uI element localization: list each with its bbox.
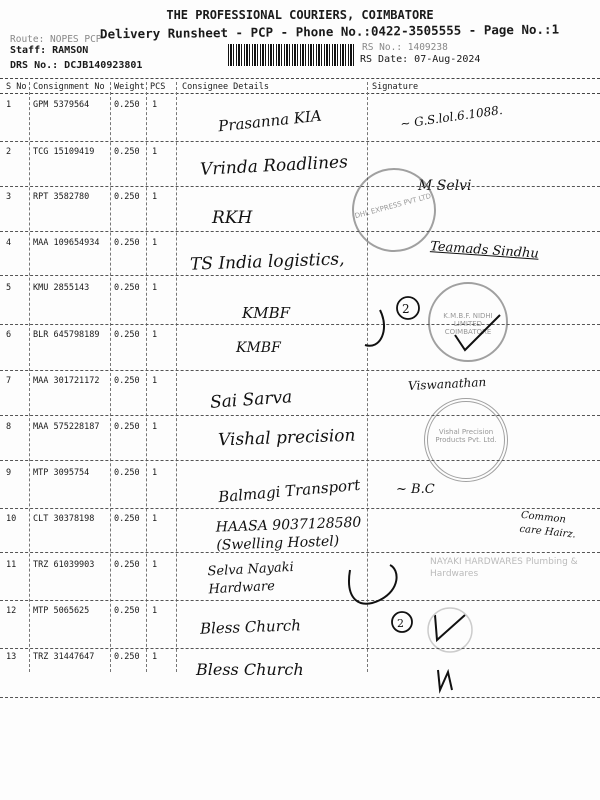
row-weight: 0.250 [114,422,140,432]
row-weight: 0.250 [114,330,140,340]
rs-date: RS Date: 07-Aug-2024 [360,54,481,65]
col-divider [29,82,30,672]
row-consignment: MAA 575228187 [33,422,100,432]
row-pcs: 1 [152,468,158,478]
consignee-handwriting: KMBF [236,340,281,356]
row-consignment: CLT 30378198 [33,514,95,524]
row-pcs: 1 [152,238,158,248]
row-weight: 0.250 [114,606,140,616]
vishal-stamp-text: Vishal Precision Products Pvt. Ltd. [435,428,497,444]
row-rule [0,508,600,509]
row-pcs: 1 [152,100,158,110]
row-sno: 13 [6,652,17,662]
row-sno: 11 [6,560,17,570]
row-consignment: GPM 5379564 [33,100,90,110]
row-consignment: MAA 301721172 [33,376,100,386]
header-bottom-rule [0,93,600,94]
consignee-handwriting: Selva Nayaki Hardware [207,559,295,598]
row-sno: 8 [6,422,12,432]
col-divider [110,82,111,672]
col-divider [146,82,147,672]
rs-number: RS No.: 1409238 [362,42,448,53]
col-signature: Signature [372,82,419,92]
row-pcs: 1 [152,330,158,340]
row-rule [0,370,600,371]
consignee-handwriting: Vishal precision [217,425,356,451]
row-rule [0,460,600,461]
row-pcs: 1 [152,147,158,157]
header-top-rule [0,78,600,79]
row-rule [0,648,600,649]
col-weight: Weight [114,82,145,92]
row-consignment: MTP 3095754 [33,468,90,478]
col-divider [176,82,177,672]
row-weight: 0.250 [114,514,140,524]
consignee-handwriting: Bless Church [196,660,304,679]
row-sno: 10 [6,514,17,524]
route-label: Route: NOPES PCP [10,34,102,45]
row-consignment: BLR 645798189 [33,330,100,340]
row-pcs: 1 [152,514,158,524]
row-sno: 6 [6,330,12,340]
row-weight: 0.250 [114,652,140,662]
company-title: THE PROFESSIONAL COURIERS, COIMBATORE [166,8,434,22]
row-weight: 0.250 [114,238,140,248]
vishal-stamp [424,398,508,482]
consignee-handwriting: Sai Sarva [209,387,293,413]
row-sno: 9 [6,468,12,478]
row-rule [0,415,600,416]
row-rule [0,231,600,232]
row-sno: 12 [6,606,17,616]
consignee-handwriting: Balmagi Transport [217,475,361,507]
signature-handwriting: ~ G.S.lol.6.1088. [399,102,504,132]
row-rule [0,324,600,325]
signature-mark [360,290,510,370]
col-consignee: Consignee Details [182,82,269,92]
row-weight: 0.250 [114,560,140,570]
row-rule [0,186,600,187]
runsheet-subtitle: Delivery Runsheet - PCP - Phone No.:0422-3505555 - Page No.:1 [99,21,560,42]
row-sno: 3 [6,192,12,202]
consignee-handwriting: Bless Church [199,616,302,638]
signature-handwriting: Teamads Sindhu [429,239,540,262]
consignee-handwriting: Prasanna KIA [217,106,323,136]
row-rule [0,697,600,698]
consignee-handwriting: Vrinda Roadlines [199,152,349,180]
row-rule [0,275,600,276]
row-rule [0,141,600,142]
row-rule [0,552,600,553]
row-pcs: 1 [152,422,158,432]
consignee-handwriting: RKH [212,208,253,228]
barcode [228,44,354,66]
dhl-stamp-text: DHL EXPRESS PVT LTD [353,192,433,221]
row-sno: 1 [6,100,12,110]
row-weight: 0.250 [114,376,140,386]
row-sno: 4 [6,238,12,248]
kmbf-stamp-text: K.M.B.F. NIDHI LIMITED COIMBATORE [443,312,493,336]
signature-handwriting: ~ B.C [396,482,435,497]
col-consignment: Consignment No [33,82,105,92]
row-consignment: MAA 109654934 [33,238,100,248]
row-pcs: 1 [152,192,158,202]
consignee-handwriting: KMBF [242,304,290,322]
svg-text:2: 2 [402,302,410,316]
row-consignment: TCG 15109419 [33,147,95,157]
row-weight: 0.250 [114,192,140,202]
row-sno: 2 [6,147,12,157]
signature-mark [340,560,600,700]
consignee-handwriting: HAASA 9037128580 (Swelling Hostel) [215,514,362,554]
staff-label: Staff: RAMSON [10,45,89,56]
signature-handwriting: M Selvi [418,178,472,194]
row-pcs: 1 [152,652,158,662]
signature-handwriting: Viswanathan [407,374,487,394]
row-weight: 0.250 [114,147,140,157]
row-consignment: TRZ 61039903 [33,560,95,570]
row-sno: 7 [6,376,12,386]
row-sno: 5 [6,283,12,293]
row-weight: 0.250 [114,100,140,110]
row-consignment: RPT 3582780 [33,192,90,202]
consignee-handwriting: TS India logistics, [189,249,345,275]
signature-handwriting: Common care Hairz. [518,509,577,541]
row-pcs: 1 [152,283,158,293]
row-consignment: MTP 5065625 [33,606,90,616]
row-consignment: TRZ 31447647 [33,652,95,662]
row-pcs: 1 [152,606,158,616]
hardware-stamp: NAYAKI HARDWARES Plumbing & Hardwares [430,557,578,579]
row-consignment: KMU 2855143 [33,283,90,293]
row-weight: 0.250 [114,468,140,478]
row-weight: 0.250 [114,283,140,293]
row-pcs: 1 [152,560,158,570]
row-pcs: 1 [152,376,158,386]
col-sno: S No [6,82,27,92]
drs-number: DRS No.: DCJB140923801 [10,60,143,71]
col-pcs: PCS [150,82,166,92]
svg-text:2: 2 [397,617,404,630]
